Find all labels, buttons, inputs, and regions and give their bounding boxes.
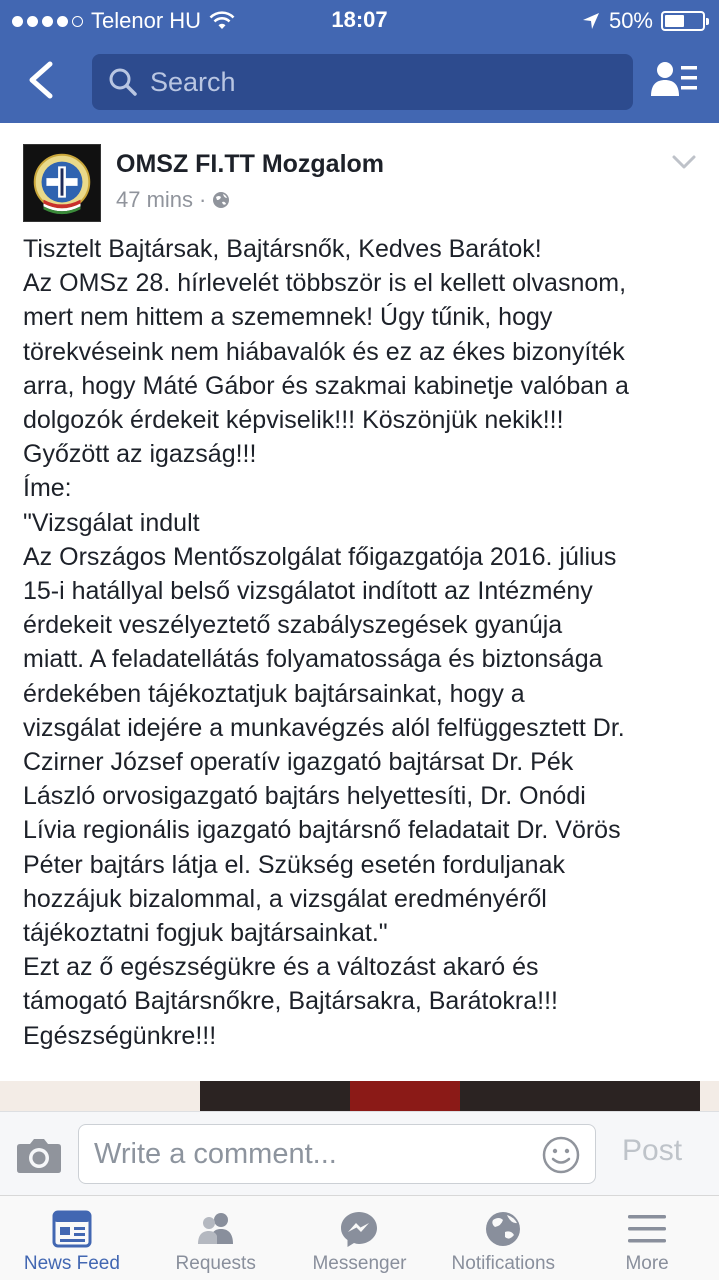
post-line: tájékoztatni fogjuk bajtársainkat." [23,919,388,948]
search-icon [108,67,138,97]
friend-requests-icon [196,1210,236,1248]
search-input[interactable] [150,67,610,98]
top-bar [0,0,719,123]
tab-label: Messenger [312,1253,407,1274]
camera-icon[interactable] [16,1136,62,1174]
battery-percent: 50% [608,8,653,33]
post-line: Az Országos Mentőszolgálat főigazgatója 2016. július [23,542,617,571]
post-line: Czirner József operatív igazgató bajtársat Dr. Pék [23,748,574,777]
post-comment-button[interactable]: Post [622,1134,683,1167]
tab-more[interactable] [575,1196,719,1280]
bottom-tab-bar [0,1195,719,1280]
back-arrow-icon[interactable] [22,58,62,102]
post-photo[interactable] [0,1081,719,1111]
battery-icon [661,11,705,31]
tab-label: Notifications [451,1253,556,1274]
feed-post [0,123,719,1085]
post-line: arra, hogy Máté Gábor és szakmai kabinetje valóban a [23,371,629,400]
smiley-icon[interactable] [541,1135,581,1175]
menu-icon [627,1210,667,1248]
post-line: Íme: [23,474,72,503]
tab-label: Requests [175,1253,256,1274]
tab-news-feed[interactable] [0,1196,144,1280]
globe-icon [212,191,230,209]
meta-separator: · [199,187,207,212]
carrier-name: Telenor HU [91,8,202,33]
comment-field[interactable] [78,1124,596,1184]
post-line: támogató Bajtársnőkre, Bajtársakra, Barátokra!!! [23,987,558,1016]
comment-input[interactable] [94,1137,534,1171]
post-line: Ezt az ő egészségükre és a változást akaró és [23,953,539,982]
search-bar[interactable] [92,54,633,110]
post-line: Tisztelt Bajtársak, Bajtársnők, Kedves Barátok! [23,235,542,263]
tab-messenger[interactable] [288,1196,432,1280]
post-author[interactable]: OMSZ FI.TT Mozgalom [116,150,385,178]
post-body [23,232,703,1053]
post-line: 15-i hatállyal belső vizsgálatot indított az Intézmény [23,577,593,606]
post-time[interactable]: 47 mins [116,187,194,212]
tab-label: More [625,1253,669,1274]
post-line: érdekében tájékoztatjuk bajtársainkat, hogy a [23,679,525,708]
notifications-globe-icon [483,1210,523,1248]
post-line: Győzött az igazság!!! [23,440,257,469]
post-line: "Vizsgálat indult [23,508,200,537]
status-bar [0,0,719,42]
post-line: László orvosigazgató bajtárs helyettesíti, Dr. Onódi [23,782,586,811]
post-line: érdekeit veszélyeztető szabályszegések gyanúja [23,611,563,640]
post-line: Az OMSz 28. hírlevelét többször is el kellett olvasnom, [23,269,627,298]
comment-bar [0,1111,719,1195]
post-line: mert nem hittem a szememnek! Úgy tűnik, hogy [23,303,553,332]
chevron-down-icon[interactable] [671,153,697,171]
friends-list-icon[interactable] [649,58,699,102]
tab-requests[interactable] [144,1196,288,1280]
post-line: törekvéseink nem hiábavalók és ez az ékes bizonyíték [23,337,625,366]
post-line: miatt. A feladatellátás folyamatossága és biztonsága [23,645,603,674]
status-time: 18:07 [331,7,388,32]
post-meta [116,187,230,213]
post-line: vizsgálat idejére a munkavégzés alól felfüggesztett Dr. [23,713,625,742]
messenger-icon [339,1210,379,1248]
post-line: Egészségünkre!!! [23,1021,217,1050]
page-avatar[interactable] [23,144,101,222]
tab-notifications[interactable] [431,1196,575,1280]
post-line: Péter bajtárs látja el. Szükség esetén forduljanak [23,850,565,879]
post-line: hozzájuk bizalommal, a vizsgálat eredményéről [23,884,547,913]
news-feed-icon [52,1210,92,1248]
tab-label: News Feed [23,1253,120,1274]
post-line: Lívia regionális igazgató bajtársnő feladatait Dr. Vörös [23,816,621,845]
location-arrow-icon [581,11,601,31]
post-line: dolgozók érdekeit képviselik!!! Köszönjük nekik!!! [23,406,564,435]
